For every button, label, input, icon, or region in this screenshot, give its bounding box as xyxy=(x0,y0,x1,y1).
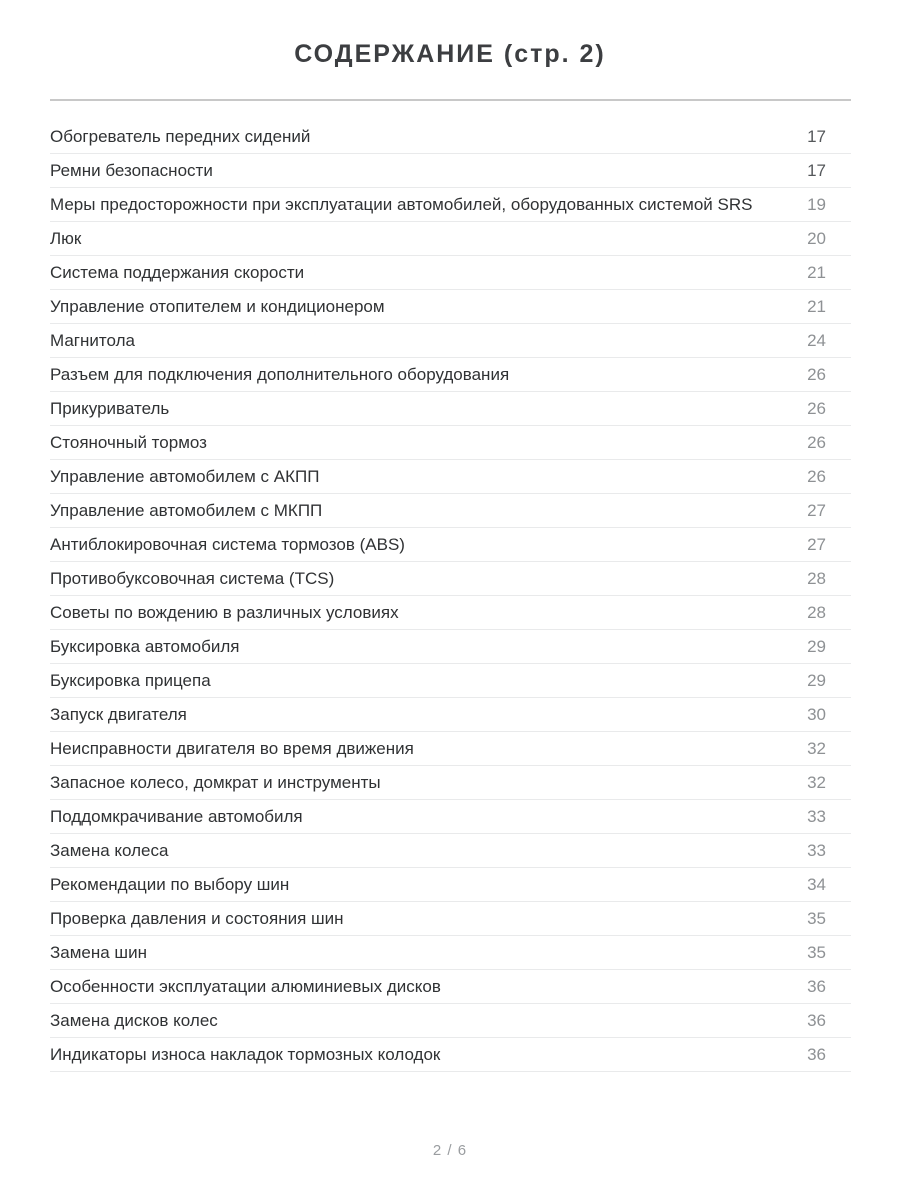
toc-item-page-number: 17 xyxy=(807,126,826,146)
toc-item-label: Ремни безопасности xyxy=(50,160,213,180)
toc-row[interactable] xyxy=(50,562,851,596)
toc-item-page-number: 24 xyxy=(807,330,826,350)
toc-row[interactable] xyxy=(50,698,851,732)
toc-row[interactable] xyxy=(50,732,851,766)
toc-item-label: Разъем для подключения дополнительного оборудования xyxy=(50,364,510,384)
toc-item-page-number: 28 xyxy=(807,602,826,622)
toc-row[interactable] xyxy=(50,256,851,290)
toc-item-page-number: 17 xyxy=(807,160,826,180)
toc-row[interactable] xyxy=(50,936,851,970)
toc-item-label: Проверка давления и состояния шин xyxy=(50,908,344,928)
toc-item-page-number: 35 xyxy=(807,942,826,962)
toc-item-page-number: 32 xyxy=(807,772,826,792)
page-title: СОДЕРЖАНИЕ (стр. 2) xyxy=(294,40,606,68)
toc-row[interactable] xyxy=(50,154,851,188)
toc-item-label: Противобуксовочная система (TCS) xyxy=(50,568,335,588)
toc-item-page-number: 36 xyxy=(807,976,826,996)
toc-row[interactable] xyxy=(50,970,851,1004)
toc-row[interactable] xyxy=(50,460,851,494)
toc-item-page-number: 21 xyxy=(807,296,826,316)
toc-row[interactable] xyxy=(50,1004,851,1038)
toc-item-page-number: 26 xyxy=(807,398,826,418)
toc-item-label: Особенности эксплуатации алюминиевых дисков xyxy=(50,976,441,996)
toc-item-page-number: 27 xyxy=(807,534,826,554)
toc-item-label: Рекомендации по выбору шин xyxy=(50,874,290,894)
toc-row[interactable] xyxy=(50,800,851,834)
toc-item-label: Управление автомобилем с АКПП xyxy=(50,466,320,486)
toc-row[interactable] xyxy=(50,868,851,902)
toc-item-label: Люк xyxy=(50,228,82,248)
toc-item-page-number: 33 xyxy=(807,806,826,826)
toc-item-page-number: 32 xyxy=(807,738,826,758)
toc-item-page-number: 26 xyxy=(807,364,826,384)
toc-row[interactable] xyxy=(50,630,851,664)
toc-row[interactable] xyxy=(50,188,851,222)
toc-item-label: Управление отопителем и кондиционером xyxy=(50,296,385,316)
toc-item-page-number: 33 xyxy=(807,840,826,860)
toc-item-label: Магнитола xyxy=(50,330,135,350)
toc-item-page-number: 29 xyxy=(807,636,826,656)
toc-row[interactable] xyxy=(50,1038,851,1072)
toc-item-label: Буксировка автомобиля xyxy=(50,636,240,656)
toc-item-label: Система поддержания скорости xyxy=(50,262,305,282)
toc-item-page-number: 28 xyxy=(807,568,826,588)
toc-row[interactable] xyxy=(50,324,851,358)
toc-item-label: Стояночный тормоз xyxy=(50,432,207,452)
toc-row[interactable] xyxy=(50,596,851,630)
toc-row[interactable] xyxy=(50,392,851,426)
toc-item-label: Неисправности двигателя во время движения xyxy=(50,738,414,758)
toc-item-label: Индикаторы износа накладок тормозных колодок xyxy=(50,1044,441,1064)
toc-item-label: Запасное колесо, домкрат и инструменты xyxy=(50,772,381,792)
toc-item-page-number: 30 xyxy=(807,704,826,724)
header-divider xyxy=(50,99,851,101)
toc-item-page-number: 34 xyxy=(807,874,826,894)
toc-item-page-number: 26 xyxy=(807,432,826,452)
toc-item-page-number: 36 xyxy=(807,1044,826,1064)
toc-item-label: Обогреватель передних сидений xyxy=(50,126,311,146)
toc-row[interactable] xyxy=(50,766,851,800)
toc-item-label: Меры предосторожности при эксплуатации автомобилей, оборудованных системой SRS xyxy=(50,194,753,214)
toc-row[interactable] xyxy=(50,834,851,868)
toc-item-page-number: 29 xyxy=(807,670,826,690)
toc-item-label: Антиблокировочная система тормозов (ABS) xyxy=(50,534,405,554)
page-indicator: 2 / 6 xyxy=(432,1142,468,1159)
toc-list xyxy=(50,120,851,1072)
toc-row[interactable] xyxy=(50,290,851,324)
toc-item-label: Прикуриватель xyxy=(50,398,170,418)
toc-item-label: Запуск двигателя xyxy=(50,704,187,724)
toc-item-page-number: 27 xyxy=(807,500,826,520)
toc-row[interactable] xyxy=(50,358,851,392)
toc-item-page-number: 26 xyxy=(807,466,826,486)
toc-item-page-number: 19 xyxy=(807,194,826,214)
toc-item-label: Буксировка прицепа xyxy=(50,670,211,690)
toc-item-page-number: 20 xyxy=(807,228,826,248)
toc-row[interactable] xyxy=(50,902,851,936)
toc-item-label: Замена дисков колес xyxy=(50,1010,218,1030)
toc-item-page-number: 36 xyxy=(807,1010,826,1030)
toc-item-label: Поддомкрачивание автомобиля xyxy=(50,806,303,826)
toc-item-page-number: 21 xyxy=(807,262,826,282)
toc-row[interactable] xyxy=(50,120,851,154)
toc-row[interactable] xyxy=(50,664,851,698)
toc-row[interactable] xyxy=(50,494,851,528)
toc-row[interactable] xyxy=(50,426,851,460)
toc-item-label: Замена шин xyxy=(50,942,147,962)
toc-item-label: Замена колеса xyxy=(50,840,169,860)
toc-item-label: Управление автомобилем с МКПП xyxy=(50,500,323,520)
toc-row[interactable] xyxy=(50,222,851,256)
toc-item-page-number: 35 xyxy=(807,908,826,928)
toc-item-label: Советы по вождению в различных условиях xyxy=(50,602,399,622)
toc-row[interactable] xyxy=(50,528,851,562)
